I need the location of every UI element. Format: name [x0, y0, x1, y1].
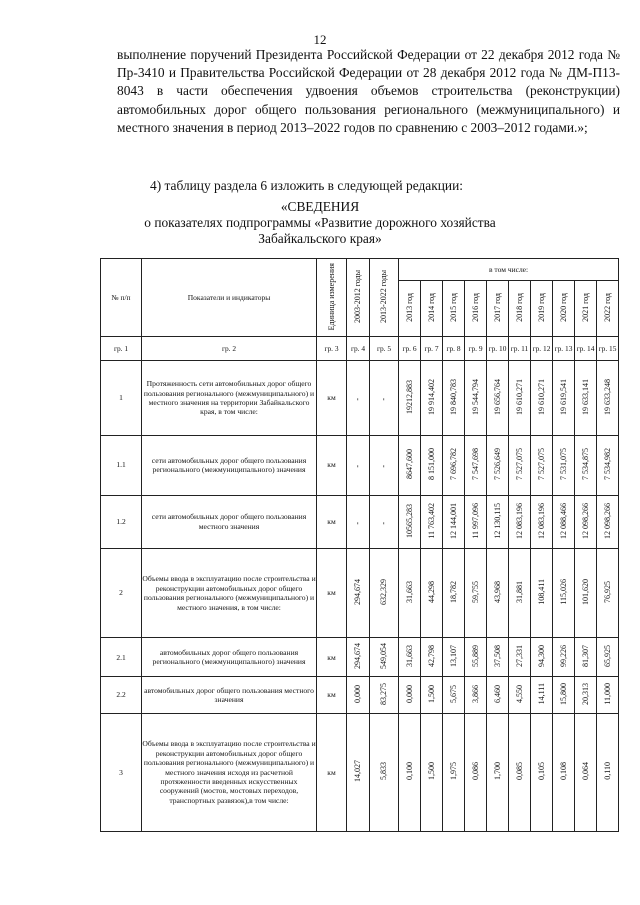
year-value-text: 0,108: [558, 762, 568, 781]
year-header: [553, 281, 575, 337]
year-header: [443, 281, 465, 337]
year-value: [465, 548, 487, 637]
year-value-text: 8647,600: [404, 448, 414, 479]
year-value-text: 1,700: [492, 762, 502, 781]
group-cell: гр. 10: [487, 337, 509, 361]
year-header-text: 2013 год: [404, 292, 414, 322]
year-value-text: 19 610,271: [514, 378, 524, 415]
year-value-text: 1,500: [426, 762, 436, 781]
group-cell: гр. 7: [421, 337, 443, 361]
period1-value-text: 294,674: [353, 578, 363, 605]
year-value: [509, 361, 531, 435]
year-value-text: 12 144,001: [448, 502, 458, 539]
year-value-text: 4,550: [514, 684, 524, 703]
intro-paragraph: выполнение поручений Президента Российской Федерации от 22 декабря 2012 года № Пр-3410 и Правительства Российской Федерации от 28 декабря 2012 года № ДМ-П13-8043 в части обеспечения удвоения объемов строительства (реконструкции) автомобильных дорог общего пользования регионального (межмуниципального) и местного значения в период 2013–2022 годов по сравнению с 2003–2012 годами.»;: [117, 47, 620, 135]
year-value-text: 19 840,783: [448, 378, 458, 415]
year-value: [465, 677, 487, 713]
header-period1: [347, 259, 370, 337]
year-value-text: 12 098,266: [580, 502, 590, 539]
year-value: [597, 435, 619, 495]
group-cell: гр. 14: [575, 337, 597, 361]
period2-value-text: -: [379, 464, 389, 468]
indicator-name: сети автомобильных дорог общего пользования местного значения: [142, 495, 317, 548]
period1-value: [347, 495, 370, 548]
page-number: 12: [313, 32, 327, 47]
year-value-text: 3,866: [470, 684, 480, 703]
year-value-text: 7 547,698: [470, 447, 480, 480]
unit-cell: км: [317, 495, 347, 548]
row-number: 1.2: [101, 495, 142, 548]
table-row: [101, 548, 619, 637]
period1-value: [347, 548, 370, 637]
period2-value: [370, 638, 399, 677]
period1-value: [347, 713, 370, 831]
year-value-text: 101,620: [580, 578, 590, 605]
year-value-text: 10565,283: [404, 503, 414, 538]
year-value: [575, 435, 597, 495]
year-header-text: 2022 год: [602, 292, 612, 322]
year-value-text: 19 914,402: [426, 378, 436, 415]
year-value-text: 7 696,782: [448, 447, 458, 480]
group-cell: гр. 12: [531, 337, 553, 361]
table-title-line-2: о показателях подпрограммы «Развитие дорожного хозяйства: [144, 215, 496, 230]
year-value: [487, 677, 509, 713]
year-value-text: 19 656,764: [492, 378, 502, 415]
year-header: [487, 281, 509, 337]
year-value-text: 8 151,000: [426, 447, 436, 480]
year-value: [575, 495, 597, 548]
year-value: [465, 435, 487, 495]
period2-value-text: -: [379, 521, 389, 525]
year-value-text: 94,300: [536, 645, 546, 668]
year-value: [465, 495, 487, 548]
indicator-name: сети автомобильных дорог общего пользования регионального (межмуниципального) значения: [142, 435, 317, 495]
indicator-name: Объемы ввода в эксплуатацию после строительства и реконструкции автомобильных дорог общего пользования регионального (межмуниципального) и местного значения исходя из расчетной протяженности введенных искусственных сооружений (мостов, мостовых переходов, транспортных развязок),в том числе:: [142, 713, 317, 831]
year-value: [575, 638, 597, 677]
year-value: [487, 548, 509, 637]
year-value-text: 31,663: [404, 645, 414, 668]
year-header-text: 2015 год: [448, 292, 458, 322]
year-value-text: 7 531,075: [558, 447, 568, 480]
year-value-text: 12 130,115: [492, 502, 502, 539]
year-header-text: 2020 год: [558, 292, 568, 322]
table-row: [101, 638, 619, 677]
group-cell: гр. 3: [317, 337, 347, 361]
period2-value-text: 83,275: [379, 682, 389, 705]
year-value: [421, 713, 443, 831]
year-value: [465, 361, 487, 435]
year-value-text: 0,085: [514, 762, 524, 781]
year-value: [597, 677, 619, 713]
year-value-text: 20,313: [580, 682, 590, 705]
year-value: [531, 361, 553, 435]
year-value: [421, 548, 443, 637]
year-value-text: 14,111: [536, 683, 546, 705]
year-value: [597, 713, 619, 831]
period2-value: [370, 677, 399, 713]
year-value-text: 0,086: [470, 762, 480, 781]
year-value: [421, 495, 443, 548]
table-row: [101, 713, 619, 831]
year-value: [487, 713, 509, 831]
group-cell: гр. 11: [509, 337, 531, 361]
year-header-text: 2019 год: [536, 292, 546, 322]
period1-value: [347, 638, 370, 677]
year-value-text: 43,968: [492, 580, 502, 603]
year-value: [575, 677, 597, 713]
year-value: [509, 677, 531, 713]
year-header-text: 2021 год: [580, 292, 590, 322]
group-cell: гр. 15: [597, 337, 619, 361]
year-value: [597, 495, 619, 548]
year-value-text: 19 633,248: [602, 378, 612, 415]
year-value: [399, 677, 421, 713]
table-title-line-1: «СВЕДЕНИЯ: [280, 199, 360, 214]
year-value-text: 19 633,141: [580, 378, 590, 415]
period1-value-text: -: [353, 464, 363, 468]
year-value-text: 7 534,982: [602, 447, 612, 480]
year-value-text: 5,675: [448, 684, 458, 703]
year-value-text: 42,798: [426, 645, 436, 668]
year-value: [443, 677, 465, 713]
row-number: 3: [101, 713, 142, 831]
year-value: [575, 361, 597, 435]
year-value-text: 18,782: [448, 580, 458, 603]
year-header: [465, 281, 487, 337]
period2-value-text: 632,329: [379, 578, 389, 605]
header-num: № п/п: [101, 259, 142, 337]
year-header: [531, 281, 553, 337]
year-value: [487, 638, 509, 677]
unit-cell: км: [317, 361, 347, 435]
year-value-text: 7 526,649: [492, 447, 502, 480]
year-value: [421, 435, 443, 495]
year-value-text: 37,508: [492, 645, 502, 668]
group-cell: гр. 1: [101, 337, 142, 361]
year-value: [531, 548, 553, 637]
unit-cell: км: [317, 677, 347, 713]
year-value: [575, 713, 597, 831]
unit-cell: км: [317, 713, 347, 831]
year-value-text: 1,975: [448, 762, 458, 781]
table-row: [101, 495, 619, 548]
year-value-text: 0,105: [536, 762, 546, 781]
year-value-text: 7 527,075: [536, 447, 546, 480]
year-value: [553, 361, 575, 435]
period1-value-text: 0,000: [353, 684, 363, 703]
year-value-text: 31,663: [404, 580, 414, 603]
year-value-text: 108,411: [536, 579, 546, 605]
year-value-text: 11,000: [602, 682, 612, 705]
year-value-text: 76,925: [602, 580, 612, 603]
year-value: [575, 548, 597, 637]
year-value: [553, 548, 575, 637]
period2-value: [370, 495, 399, 548]
year-value: [487, 495, 509, 548]
indicator-name: автомобильных дорог общего пользования регионального (межмуниципального) значения: [142, 638, 317, 677]
year-value-text: 59,755: [470, 580, 480, 603]
header-including: в том числе:: [399, 259, 619, 281]
year-header-text: 2016 год: [470, 292, 480, 322]
year-value-text: 0,110: [602, 762, 612, 780]
group-cell: гр. 6: [399, 337, 421, 361]
group-cell: гр. 9: [465, 337, 487, 361]
year-value-text: 44,298: [426, 580, 436, 603]
year-value: [531, 435, 553, 495]
year-header: [421, 281, 443, 337]
year-value-text: 19212,883: [404, 379, 414, 414]
year-value-text: 19 544,794: [470, 378, 480, 415]
group-cell: гр. 13: [553, 337, 575, 361]
indicators-table: [100, 258, 619, 832]
group-cell: гр. 2: [142, 337, 317, 361]
unit-cell: км: [317, 548, 347, 637]
year-value-text: 11 763,402: [426, 502, 436, 539]
period1-value-text: 294,674: [353, 643, 363, 670]
year-value: [465, 713, 487, 831]
period1-value-text: -: [353, 397, 363, 401]
year-value: [443, 435, 465, 495]
year-value-text: 115,026: [558, 579, 568, 605]
period1-value-text: -: [353, 521, 363, 525]
year-header: [399, 281, 421, 337]
year-value-text: 7 527,075: [514, 447, 524, 480]
row-number: 2.1: [101, 638, 142, 677]
period1-value: [347, 677, 370, 713]
period1-value: [347, 361, 370, 435]
year-value: [509, 548, 531, 637]
year-value: [553, 677, 575, 713]
table-row: [101, 361, 619, 435]
year-value: [443, 548, 465, 637]
year-value-text: 0,000: [404, 684, 414, 703]
period1-value: [347, 435, 370, 495]
year-value-text: 81,307: [580, 645, 590, 668]
period2-value: [370, 548, 399, 637]
period2-value-text: -: [379, 397, 389, 401]
year-value-text: 13,107: [448, 645, 458, 668]
year-value-text: 99,226: [558, 645, 568, 668]
year-value: [487, 361, 509, 435]
year-value: [443, 638, 465, 677]
year-value-text: 11 997,096: [470, 502, 480, 539]
period2-value: [370, 361, 399, 435]
header-indicators: Показатели и индикаторы: [142, 259, 317, 337]
year-value: [421, 361, 443, 435]
table-row: [101, 435, 619, 495]
year-value: [443, 361, 465, 435]
year-value-text: 12 098,266: [602, 502, 612, 539]
row-number: 2.2: [101, 677, 142, 713]
group-cell: гр. 4: [347, 337, 370, 361]
year-header-text: 2018 год: [514, 292, 524, 322]
indicator-name: Протяженность сети автомобильных дорог общего пользования регионального (межмуниципального) и местного значения на территории Забайкальского края, в том числе:: [142, 361, 317, 435]
year-value-text: 12 083,196: [536, 502, 546, 539]
table-row: [101, 677, 619, 713]
header-unit: [317, 259, 347, 337]
indicator-name: Объемы ввода в эксплуатацию после строительства и реконструкции автомобильных дорог общего пользования регионального (межмуниципального) и местного значения, в том числе:: [142, 548, 317, 637]
row-number: 1: [101, 361, 142, 435]
year-value: [443, 713, 465, 831]
year-header: [509, 281, 531, 337]
year-value: [531, 677, 553, 713]
year-value: [421, 677, 443, 713]
header-period1-text: 2003-2012 годы: [353, 269, 363, 323]
year-value-text: 7 534,875: [580, 447, 590, 480]
year-value: [509, 435, 531, 495]
year-header: [597, 281, 619, 337]
year-value: [399, 638, 421, 677]
year-value: [399, 361, 421, 435]
year-value: [421, 638, 443, 677]
year-value-text: 0,064: [580, 762, 590, 781]
period2-value: [370, 435, 399, 495]
group-row: [101, 337, 619, 361]
year-value: [597, 638, 619, 677]
year-header-text: 2014 год: [426, 292, 436, 322]
year-value: [553, 713, 575, 831]
header-period2: [370, 259, 399, 337]
year-value: [531, 713, 553, 831]
year-value: [597, 361, 619, 435]
indicator-name: автомобильных дорог общего пользования местного значения: [142, 677, 317, 713]
period2-value: [370, 713, 399, 831]
year-value: [399, 713, 421, 831]
year-value-text: 19 619,541: [558, 378, 568, 415]
year-value-text: 6,460: [492, 684, 502, 703]
period1-value-text: 14,027: [353, 760, 363, 783]
period2-value-text: 549,054: [379, 643, 389, 670]
row-number: 1.1: [101, 435, 142, 495]
unit-cell: км: [317, 638, 347, 677]
year-value-text: 27,331: [514, 645, 524, 668]
year-header: [575, 281, 597, 337]
year-value: [531, 638, 553, 677]
year-value: [487, 435, 509, 495]
year-value-text: 15,800: [558, 682, 568, 705]
year-value-text: 12 083,196: [514, 502, 524, 539]
row-number: 2: [101, 548, 142, 637]
amendment-item-4: 4) таблицу раздела 6 изложить в следующей редакции:: [150, 178, 463, 193]
year-value: [597, 548, 619, 637]
year-value-text: 65,925: [602, 645, 612, 668]
year-value: [553, 495, 575, 548]
year-value-text: 0,100: [404, 762, 414, 781]
unit-cell: км: [317, 435, 347, 495]
year-value: [399, 495, 421, 548]
year-value-text: 31,881: [514, 580, 524, 603]
year-value-text: 55,889: [470, 645, 480, 668]
year-value: [399, 548, 421, 637]
header-row: [101, 259, 619, 281]
year-value: [399, 435, 421, 495]
year-value: [509, 638, 531, 677]
group-cell: гр. 8: [443, 337, 465, 361]
header-unit-text: Единица измерения: [326, 262, 336, 331]
year-value-text: 1,500: [426, 684, 436, 703]
year-value: [553, 435, 575, 495]
year-value: [509, 495, 531, 548]
year-value-text: 19 610,271: [536, 378, 546, 415]
header-period2-text: 2013-2022 годы: [379, 269, 389, 323]
year-value-text: 12 088,466: [558, 502, 568, 539]
year-header-text: 2017 год: [492, 292, 502, 322]
year-value: [465, 638, 487, 677]
year-value: [531, 495, 553, 548]
group-cell: гр. 5: [370, 337, 399, 361]
year-value: [509, 713, 531, 831]
year-value: [553, 638, 575, 677]
period2-value-text: 5,833: [379, 762, 389, 781]
table-title-line-3: Забайкальского края»: [258, 231, 382, 246]
year-value: [443, 495, 465, 548]
